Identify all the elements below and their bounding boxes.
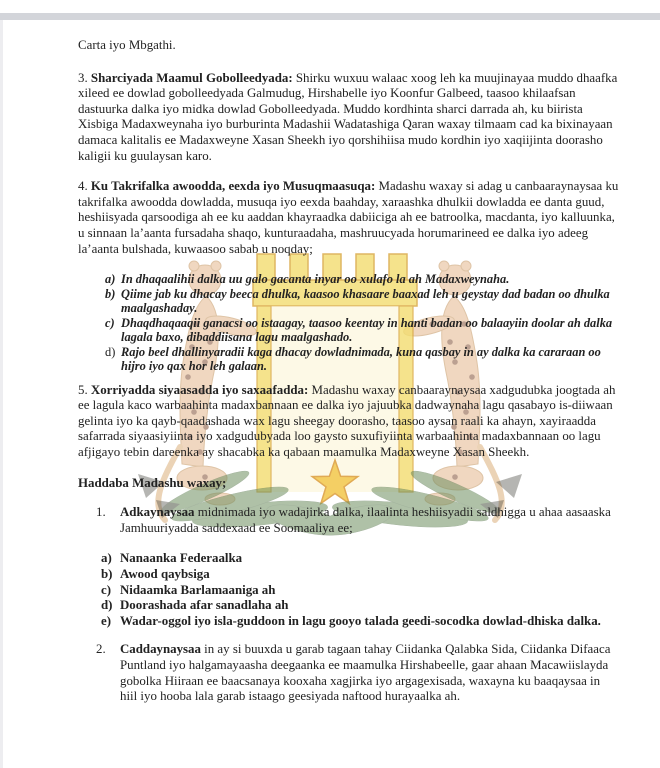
paragraph-3-title: Sharciyada Maamul Gobolleedyada: xyxy=(90,70,293,85)
page-left-shadow xyxy=(0,20,3,768)
list-marker: d) xyxy=(105,344,116,359)
page-edge-divider xyxy=(0,13,660,20)
list-item-text: In dhaqaalihii dalka uu galo gacanta inyar oo xulafo la ah Madaxweynaha. xyxy=(121,272,510,287)
item-1-lead: Adkaynaysaa xyxy=(120,505,195,520)
list-item xyxy=(78,316,620,345)
paragraph-3-text: Shirku wuxuu walaac xoog leh ka muujinayaa muddo dhaafka xileed ee dowlad gobolleedyada Galmudug, Hirshabelle iyo Koonfur Galbeed, taasoo khilaafsan dastuurka dalka iyo midka dowlad Gobolleedyada. Muddo kordhinta sharci darrada ah, ku biirista Xisbiga Madaxweynaha iyo burburinta Madashii Wadatashiga Qaran waxay tilmaam cad ka bixinayaan damaca kalitalis ee Madaxweyne Xasan Sheekh iyo qorshihiisa mudo kordhin iyo xaqiijinta doorasho kaligii ku guulaysan karo. xyxy=(78,70,618,163)
list-item xyxy=(78,598,620,614)
item-2-lead: Caddaynaysaa xyxy=(120,642,201,657)
paragraph-5-text: Madashu waxay canbaaraynaysaa xadgudubka joogtada ah ee lagula kaco warbaahinta madaxbannaan ee dalka iyo jajuubka dadwaynaha lagu qasabayo is-diiwaan gelinta iyo ka qayb-qaadashada wax lagu sheegay doorasho, taasoo aysan raali ka ahayn, xayiraadda safarrada siyaasiyiinta iyo xadgudubyada loo gaysto suxufiyiinta warbaahinta madaxbannaan oo lagu afjigayo tebin dareenka ay shacabka ka qabaan maamulka Madaxweyne Xasan Sheekh. xyxy=(78,382,616,459)
item-2-number: 2. xyxy=(96,642,106,657)
section-lead-in: Haddaba Madashu waxay; xyxy=(78,475,227,490)
list-item-text: Rajo beel dhallinyaradii kaga dhacay dowladnimada, kuna qasbay in ay dalka ka cararaan oo hijro iyo qax hor leh galaan. xyxy=(121,344,601,374)
lettered-list-principles xyxy=(78,551,620,629)
item-1-text: Adkaynaysaa midnimada iyo wadajirka dalka, ilaalinta heshiisyadii saldhigga u ahaa aasaaska Jamhuuriyadda saddexaad ee Soomaaliya ee; xyxy=(120,505,611,535)
list-item xyxy=(78,551,620,567)
list-item-text: Dhaqdhaqaaqii ganacsi oo istaagay, taasoo keentay in hanti badan oo balaayiin doolar ah dalka lagala baxo, dibaddiisana lagu maalgashado. xyxy=(121,315,613,345)
paragraph-4-text: Madashu waxay si adag u canbaaraynaysaa ku takrifalka awoodda dowladda, musuqa iyo eexda baahday, xaraashka dhulkii dowladda ee danta guud, heshiisyada qarsoodiga ah ee ku aaddan khayraadka dabiiciga ah ee batroolka, macdanta, iyo kalluunka, u sinnaan la’aanta fursadaha shaqo, kunturaadaha, mashruucyada horumarineed ee dalka iyo adeeg la’aanta bulshada, kuwaasoo sabab u noqday; xyxy=(78,179,619,256)
paragraph-4-title: Ku Takrifalka awoodda, eexda iyo Musuqmaasuqa: xyxy=(90,179,376,194)
paragraph-4-number: 4. xyxy=(78,179,88,194)
lettered-list-consequences xyxy=(78,272,620,374)
list-item xyxy=(78,614,620,630)
list-item xyxy=(78,287,620,316)
list-marker: c) xyxy=(105,315,115,330)
document-body xyxy=(78,32,620,720)
list-item-text: Nidaamka Barlamaaniga ah xyxy=(120,582,276,597)
list-item-text: Wadar-oggol iyo isla-guddoon in lagu gooyo talada geedi-socodka dowlad-dhiska dalka. xyxy=(120,613,601,628)
list-marker: b) xyxy=(101,566,113,581)
list-marker: a) xyxy=(101,551,112,566)
list-item xyxy=(78,567,620,583)
item-1-number: 1. xyxy=(96,505,106,520)
numbered-item-2 xyxy=(78,642,620,704)
list-marker: a) xyxy=(105,272,116,287)
list-marker: c) xyxy=(101,582,112,597)
numbered-item-1 xyxy=(78,505,620,536)
document-title: Carta iyo Mbgathi. xyxy=(78,38,176,52)
list-marker: e) xyxy=(101,613,112,628)
item-2-text: Caddaynaysaa in ay si buuxda u garab tagaan tahay Ciidanka Qalabka Sida, Ciidanka Difaaca Puntland iyo halgamayaasha deegaanka ee maamulka Hirshabeelle, gaar ahaan Macawiislayda gobolka Hiiraan ee baacsanaya kooxaha xagjirka iyo argagexisada, waxayna ku baaqaysaa in hiil iyo hooba lala garab istaago geesiyada naftood hurayaalka ah. xyxy=(120,642,611,704)
list-item-text: Qiime jab ku dhacay beeca dhulka, kaasoo khasaare baaxad leh u geystay dad badan oo dhulka maalgashaday. xyxy=(121,286,610,316)
list-item-text: Nanaanka Federaalka xyxy=(120,551,243,566)
list-item xyxy=(78,583,620,599)
list-marker: d) xyxy=(101,598,113,613)
list-item xyxy=(78,345,620,374)
paragraph-3 xyxy=(78,71,620,165)
paragraph-5 xyxy=(78,383,620,461)
list-item-text: Doorashada afar sanadlaha ah xyxy=(120,598,289,613)
list-item xyxy=(78,272,620,287)
paragraph-5-title: Xorriyadda siyaasadda iyo saxaafadda: xyxy=(90,382,309,397)
paragraph-3-number: 3. xyxy=(78,70,88,85)
paragraph-4 xyxy=(78,179,620,257)
paragraph-5-number: 5. xyxy=(78,382,88,397)
list-marker: b) xyxy=(105,286,116,301)
list-item-text: Awood qaybsiga xyxy=(120,566,210,581)
